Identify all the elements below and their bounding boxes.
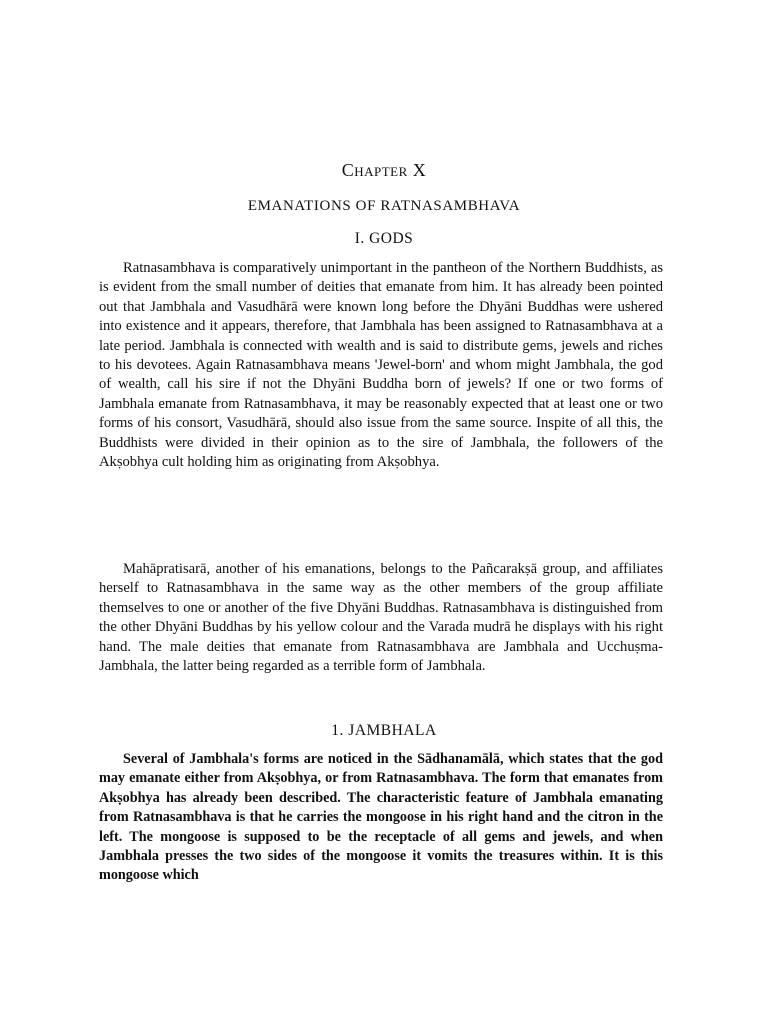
subsection-heading: 1. JAMBHALA bbox=[331, 722, 437, 739]
subsection-paragraph: Several of Jambhala's forms are noticed in the Sādhanamālā, which states that the god may emanate either from Akṣobhya, or from Ratnasambhava. The form that emanates from Akṣobhya has already been described. The characteristic feature of Jambhala emanating from Ratnasambhava is that he carries the mongoose in his right hand and the citron in the left. The mongoose is supposed to be the receptacle of all gems and jewels, and when Jambhala presses the two sides of the mongoose it vomits the treasures within. It is this mongoose which bbox=[99, 751, 663, 884]
body-paragraph-2: Mahāpratisarā, another of his emanations, belongs to the Pañcarakṣā group, and affiliates herself to Ratnasambhava in the same way as the other members of the group affiliate themselves to one or another of the five Dhyāni Buddhas. Ratnasambhava is distinguished from the other Dhyāni Buddhas by his yellow colour and the Varada mudrā he displays with his right hand. The male deities that emanate from Ratnasambhava are Jambhala and Ucchuṣma-Jambhala, the latter being regarded as a terrible form of Jambhala. bbox=[99, 561, 663, 675]
section-heading: I. GODS bbox=[354, 230, 414, 247]
chapter-title: EMANATIONS OF RATNASAMBHAVA bbox=[247, 198, 521, 214]
body-paragraph-1: Ratnasambhava is comparatively unimportant in the pantheon of the Northern Buddhists, as is evident from the small number of deities that emanate from him. It has already been pointed out that Jambhala and Vasudhārā were known long before the Dhyāni Buddhas were ushered into existence and it appears, therefore, that Jambhala has been assigned to Ratnasambhava at a late period. Jambhala is connected with wealth and is said to distribute gems, jewels and riches to his devotees. Again Ratnasambhava means 'Jewel-born' and whom might Jambhala, the god of wealth, call his sire if not the Dhyāni Buddha born of jewels? If one or two forms of Jambhala emanate from Ratnasambhava, it may be reasonably expected that at least one or two forms of his consort, Vasudhārā, should also issue from the same source. Inspite of all this, the Buddhists were divided in their opinion as to the sire of Jambhala, the followers of the Akṣobhya cult holding him as originating from Akṣobhya. bbox=[99, 260, 663, 471]
chapter-label: Chapter X bbox=[341, 160, 427, 180]
